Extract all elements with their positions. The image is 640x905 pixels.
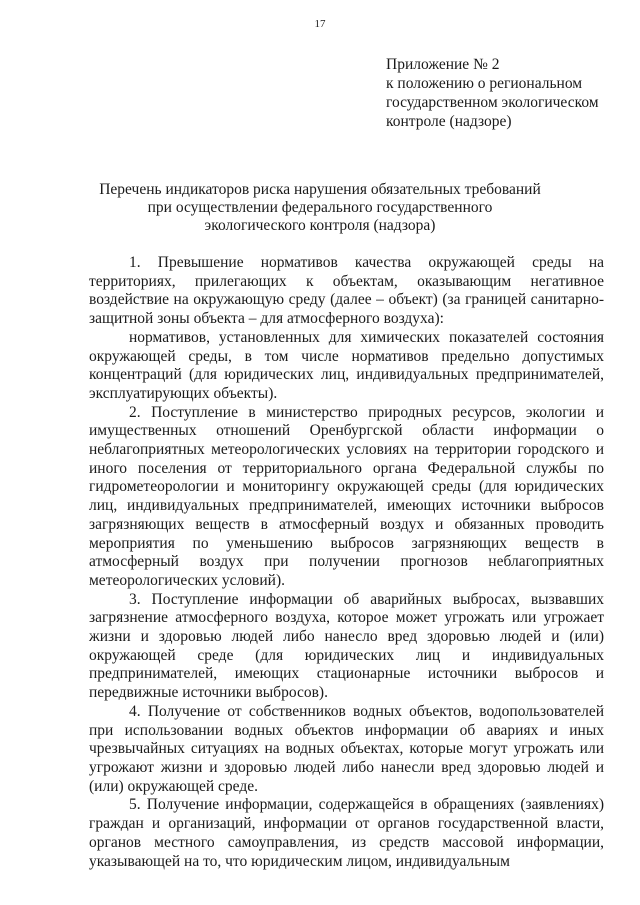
document-body (89, 254, 604, 871)
paragraph: 5. Получение информации, содержащейся в обращениях (заявлениях) граждан и организаций, информации от органов государственной власти, органов местного самоуправления, из средств массовой информации, указывающей на то, что юридическим лицом, индивидуальным (89, 796, 604, 870)
paragraph: 4. Получение от собственников водных объектов, водопользователей при использовании водных объектов информации об авариях и иных чрезвычайных ситуациях на водных объектах, которые могут угрожать или угрожают жизни и здоровью людей либо нанесли вред здоровью людей и (или) окружающей среде. (89, 702, 604, 795)
title-line: Перечень индикаторов риска нарушения обязательных требований (99, 181, 541, 198)
paragraph: 2. Поступление в министерство природных ресурсов, экологии и имущественных отношений Оренбургской области информации о неблагоприятных метеорологических условиях на территории городского и иного поселения от территориального органа Федеральной службы по гидрометеорологии и мониторингу окружающей среды (для юридических лиц, индивидуальных предпринимателей, имеющих источники выбросов загрязняющих веществ в атмосферный воздух и обязанных проводить мероприятия по уменьшению выбросов загрязняющих веществ в атмосферный воздух при получении прогнозов неблагоприятных метеорологических условий). (89, 403, 604, 589)
title-line: экологического контроля (надзора) (204, 217, 436, 234)
paragraph: 3. Поступление информации об аварийных выбросах, вызвавших загрязнение атмосферного воздуха, которое может угрожать или угрожает жизни и здоровью людей либо нанесло вред здоровью людей и (или) окружающей среде (для юридических лиц и индивидуальных предпринимателей, имеющих стационарные источники выбросов и передвижные источники выбросов). (89, 590, 604, 702)
appendix-line: контроле (надзоре) (386, 113, 512, 130)
appendix-block (386, 55, 626, 131)
appendix-line: Приложение № 2 (386, 56, 500, 73)
paragraph: нормативов, установленных для химических показателей состояния окружающей среды, в том числе нормативов предельно допустимых концентраций (для юридических лиц, индивидуальных предпринимателей, эксплуатирующих объекты). (89, 328, 604, 402)
document-title (95, 181, 545, 235)
appendix-line: к положению о региональном (386, 75, 583, 92)
page-number: 17 (314, 18, 326, 30)
title-line: при осуществлении федерального государственного (147, 199, 493, 216)
paragraph: 1. Превышение нормативов качества окружающей среды на территориях, прилегающих к объектам, оказывающим негативное воздействие на окружающую среду (далее – объект) (за границей санитарно-защитной зоны объекта – для атмосферного воздуха): (89, 254, 604, 328)
appendix-line: государственном экологическом (386, 94, 599, 111)
